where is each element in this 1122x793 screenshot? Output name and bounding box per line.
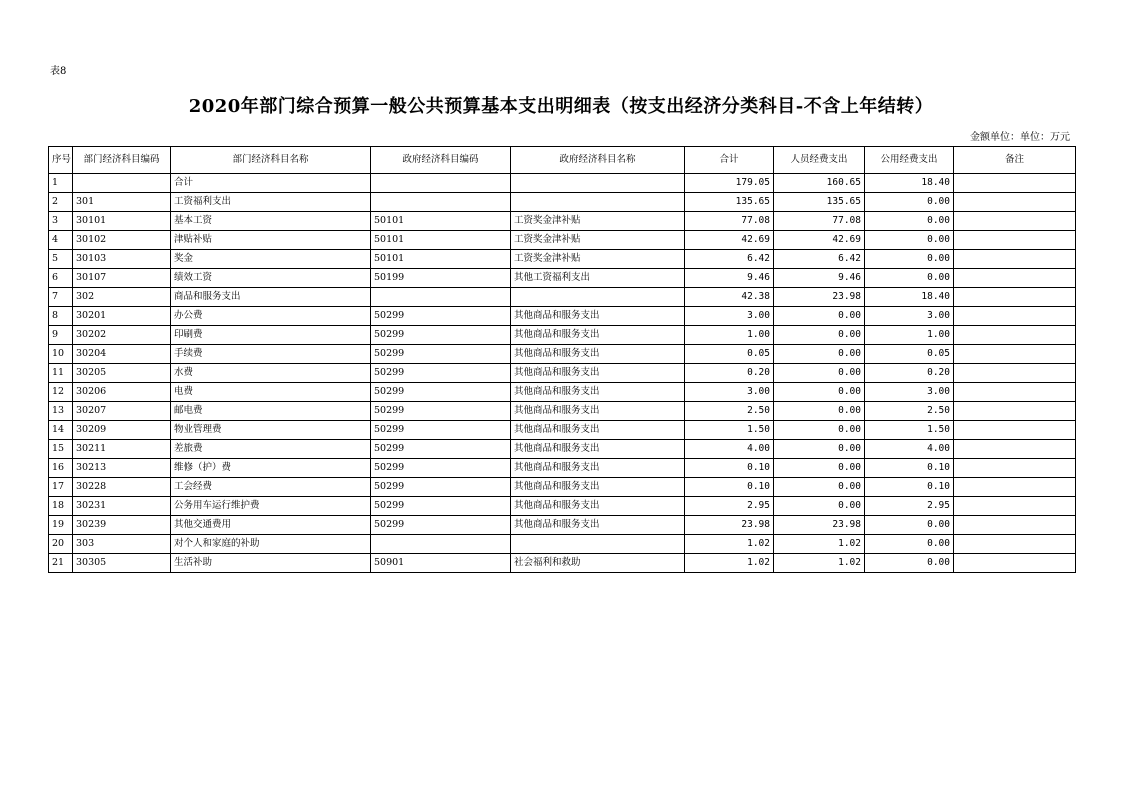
cell-dept-name: 差旅费 — [171, 440, 371, 459]
cell-seq: 5 — [49, 250, 73, 269]
cell-seq: 9 — [49, 326, 73, 345]
cell-total: 1.02 — [685, 535, 774, 554]
cell-seq: 18 — [49, 497, 73, 516]
table-row — [49, 250, 1076, 269]
table-row — [49, 326, 1076, 345]
table-row — [49, 193, 1076, 212]
cell-dept-name: 电费 — [171, 383, 371, 402]
cell-gov-name — [511, 174, 685, 193]
cell-remark — [954, 231, 1076, 250]
cell-seq: 16 — [49, 459, 73, 478]
cell-personnel: 6.42 — [774, 250, 865, 269]
table-row — [49, 535, 1076, 554]
table-row — [49, 231, 1076, 250]
cell-gov-code: 50299 — [371, 364, 511, 383]
table-row — [49, 421, 1076, 440]
cell-total: 3.00 — [685, 383, 774, 402]
cell-gov-code: 50299 — [371, 307, 511, 326]
cell-dept-name: 商品和服务支出 — [171, 288, 371, 307]
cell-remark — [954, 250, 1076, 269]
cell-public: 0.00 — [865, 193, 954, 212]
cell-gov-name — [511, 288, 685, 307]
cell-dept-name: 奖金 — [171, 250, 371, 269]
cell-seq: 10 — [49, 345, 73, 364]
table-row — [49, 554, 1076, 573]
cell-remark — [954, 212, 1076, 231]
cell-gov-name: 其他商品和服务支出 — [511, 516, 685, 535]
cell-dept-name: 生活补助 — [171, 554, 371, 573]
cell-seq: 2 — [49, 193, 73, 212]
cell-public: 0.00 — [865, 516, 954, 535]
cell-dept-name: 印刷费 — [171, 326, 371, 345]
cell-remark — [954, 345, 1076, 364]
cell-gov-code: 50901 — [371, 554, 511, 573]
header-seq: 序号 — [49, 147, 73, 174]
cell-total: 1.00 — [685, 326, 774, 345]
cell-gov-code — [371, 174, 511, 193]
cell-remark — [954, 326, 1076, 345]
cell-public: 2.95 — [865, 497, 954, 516]
cell-public: 3.00 — [865, 307, 954, 326]
cell-dept-code: 30204 — [73, 345, 171, 364]
cell-gov-name: 工资奖金津补贴 — [511, 231, 685, 250]
table-row — [49, 174, 1076, 193]
cell-personnel: 0.00 — [774, 440, 865, 459]
cell-personnel: 0.00 — [774, 497, 865, 516]
cell-public: 0.20 — [865, 364, 954, 383]
cell-remark — [954, 307, 1076, 326]
table-row — [49, 345, 1076, 364]
cell-total: 3.00 — [685, 307, 774, 326]
cell-personnel: 0.00 — [774, 421, 865, 440]
cell-public: 0.00 — [865, 231, 954, 250]
cell-seq: 8 — [49, 307, 73, 326]
cell-dept-name: 工资福利支出 — [171, 193, 371, 212]
cell-dept-code: 30101 — [73, 212, 171, 231]
cell-seq: 12 — [49, 383, 73, 402]
table-row — [49, 478, 1076, 497]
cell-gov-code — [371, 535, 511, 554]
cell-remark — [954, 193, 1076, 212]
cell-gov-code: 50299 — [371, 478, 511, 497]
cell-dept-code: 303 — [73, 535, 171, 554]
cell-seq: 13 — [49, 402, 73, 421]
cell-remark — [954, 383, 1076, 402]
cell-remark — [954, 402, 1076, 421]
cell-personnel: 1.02 — [774, 535, 865, 554]
cell-personnel: 0.00 — [774, 326, 865, 345]
cell-personnel: 0.00 — [774, 383, 865, 402]
cell-public: 4.00 — [865, 440, 954, 459]
cell-dept-code: 301 — [73, 193, 171, 212]
cell-dept-code: 30107 — [73, 269, 171, 288]
table-row — [49, 364, 1076, 383]
cell-dept-name: 办公费 — [171, 307, 371, 326]
cell-seq: 17 — [49, 478, 73, 497]
cell-remark — [954, 516, 1076, 535]
cell-dept-code: 30202 — [73, 326, 171, 345]
cell-dept-code: 30239 — [73, 516, 171, 535]
cell-total: 0.10 — [685, 478, 774, 497]
cell-personnel: 1.02 — [774, 554, 865, 573]
cell-dept-code: 30102 — [73, 231, 171, 250]
cell-dept-code — [73, 174, 171, 193]
cell-dept-name: 津贴补贴 — [171, 231, 371, 250]
cell-total: 4.00 — [685, 440, 774, 459]
cell-gov-name: 其他商品和服务支出 — [511, 364, 685, 383]
cell-gov-name: 其他商品和服务支出 — [511, 478, 685, 497]
cell-gov-name: 工资奖金津补贴 — [511, 250, 685, 269]
cell-total: 0.10 — [685, 459, 774, 478]
cell-gov-name: 其他商品和服务支出 — [511, 440, 685, 459]
table-header — [49, 147, 1076, 174]
cell-dept-name: 合计 — [171, 174, 371, 193]
cell-gov-code: 50101 — [371, 250, 511, 269]
cell-gov-name: 其他商品和服务支出 — [511, 402, 685, 421]
cell-gov-code: 50299 — [371, 459, 511, 478]
cell-dept-code: 302 — [73, 288, 171, 307]
cell-personnel: 77.08 — [774, 212, 865, 231]
cell-seq: 11 — [49, 364, 73, 383]
cell-personnel: 0.00 — [774, 345, 865, 364]
header-remark: 备注 — [954, 147, 1076, 174]
cell-gov-code — [371, 193, 511, 212]
cell-public: 2.50 — [865, 402, 954, 421]
cell-gov-code: 50101 — [371, 231, 511, 250]
cell-seq: 14 — [49, 421, 73, 440]
cell-seq: 3 — [49, 212, 73, 231]
cell-seq: 7 — [49, 288, 73, 307]
cell-dept-name: 物业管理费 — [171, 421, 371, 440]
table-body — [49, 174, 1076, 573]
cell-gov-name — [511, 193, 685, 212]
cell-dept-code: 30201 — [73, 307, 171, 326]
cell-personnel: 0.00 — [774, 459, 865, 478]
cell-public: 0.00 — [865, 269, 954, 288]
cell-total: 77.08 — [685, 212, 774, 231]
cell-gov-code: 50299 — [371, 516, 511, 535]
cell-dept-code: 30305 — [73, 554, 171, 573]
cell-gov-code: 50299 — [371, 497, 511, 516]
cell-public: 0.05 — [865, 345, 954, 364]
cell-gov-name: 其他工资福利支出 — [511, 269, 685, 288]
header-row — [49, 147, 1076, 174]
table-row — [49, 307, 1076, 326]
cell-personnel: 42.69 — [774, 231, 865, 250]
cell-gov-name: 其他商品和服务支出 — [511, 326, 685, 345]
table-row — [49, 459, 1076, 478]
cell-gov-name: 其他商品和服务支出 — [511, 345, 685, 364]
cell-gov-code: 50299 — [371, 326, 511, 345]
cell-personnel: 9.46 — [774, 269, 865, 288]
cell-personnel: 23.98 — [774, 288, 865, 307]
cell-dept-name: 基本工资 — [171, 212, 371, 231]
cell-dept-code: 30207 — [73, 402, 171, 421]
cell-public: 1.00 — [865, 326, 954, 345]
header-total: 合计 — [685, 147, 774, 174]
cell-seq: 19 — [49, 516, 73, 535]
cell-gov-code: 50299 — [371, 440, 511, 459]
cell-remark — [954, 440, 1076, 459]
cell-gov-name: 其他商品和服务支出 — [511, 383, 685, 402]
header-dept-code: 部门经济科目编码 — [73, 147, 171, 174]
table-row — [49, 269, 1076, 288]
header-gov-name: 政府经济科目名称 — [511, 147, 685, 174]
cell-dept-name: 邮电费 — [171, 402, 371, 421]
cell-seq: 6 — [49, 269, 73, 288]
cell-remark — [954, 459, 1076, 478]
table-row — [49, 402, 1076, 421]
cell-gov-name — [511, 535, 685, 554]
cell-total: 0.20 — [685, 364, 774, 383]
cell-gov-name: 工资奖金津补贴 — [511, 212, 685, 231]
table-row — [49, 497, 1076, 516]
cell-remark — [954, 364, 1076, 383]
cell-dept-name: 维修（护）费 — [171, 459, 371, 478]
cell-personnel: 23.98 — [774, 516, 865, 535]
cell-seq: 15 — [49, 440, 73, 459]
cell-remark — [954, 174, 1076, 193]
cell-remark — [954, 421, 1076, 440]
cell-gov-code: 50299 — [371, 402, 511, 421]
cell-seq: 21 — [49, 554, 73, 573]
cell-gov-code: 50299 — [371, 421, 511, 440]
table-number-label: 表8 — [50, 66, 67, 77]
cell-total: 135.65 — [685, 193, 774, 212]
cell-dept-name: 工会经费 — [171, 478, 371, 497]
cell-dept-name: 手续费 — [171, 345, 371, 364]
cell-public: 0.00 — [865, 535, 954, 554]
cell-gov-code — [371, 288, 511, 307]
header-personnel: 人员经费支出 — [774, 147, 865, 174]
cell-gov-name: 其他商品和服务支出 — [511, 421, 685, 440]
cell-dept-name: 公务用车运行维护费 — [171, 497, 371, 516]
cell-dept-code: 30209 — [73, 421, 171, 440]
table-row — [49, 212, 1076, 231]
cell-total: 2.95 — [685, 497, 774, 516]
cell-personnel: 0.00 — [774, 364, 865, 383]
cell-dept-code: 30211 — [73, 440, 171, 459]
cell-dept-name: 水费 — [171, 364, 371, 383]
cell-remark — [954, 269, 1076, 288]
cell-remark — [954, 497, 1076, 516]
cell-dept-name: 其他交通费用 — [171, 516, 371, 535]
header-dept-name: 部门经济科目名称 — [171, 147, 371, 174]
cell-public: 18.40 — [865, 288, 954, 307]
cell-total: 9.46 — [685, 269, 774, 288]
cell-public: 18.40 — [865, 174, 954, 193]
cell-gov-name: 社会福利和救助 — [511, 554, 685, 573]
cell-total: 6.42 — [685, 250, 774, 269]
cell-gov-name: 其他商品和服务支出 — [511, 459, 685, 478]
cell-dept-code: 30103 — [73, 250, 171, 269]
cell-total: 42.69 — [685, 231, 774, 250]
cell-seq: 1 — [49, 174, 73, 193]
cell-personnel: 0.00 — [774, 402, 865, 421]
cell-remark — [954, 535, 1076, 554]
cell-public: 0.00 — [865, 212, 954, 231]
cell-public: 3.00 — [865, 383, 954, 402]
cell-dept-code: 30205 — [73, 364, 171, 383]
cell-total: 0.05 — [685, 345, 774, 364]
cell-total: 23.98 — [685, 516, 774, 535]
cell-dept-code: 30231 — [73, 497, 171, 516]
cell-public: 0.10 — [865, 459, 954, 478]
cell-total: 179.05 — [685, 174, 774, 193]
cell-dept-code: 30206 — [73, 383, 171, 402]
table-row — [49, 516, 1076, 535]
table-row — [49, 440, 1076, 459]
cell-public: 0.10 — [865, 478, 954, 497]
cell-dept-code: 30213 — [73, 459, 171, 478]
cell-remark — [954, 478, 1076, 497]
cell-personnel: 160.65 — [774, 174, 865, 193]
cell-dept-name: 对个人和家庭的补助 — [171, 535, 371, 554]
cell-seq: 4 — [49, 231, 73, 250]
cell-personnel: 0.00 — [774, 307, 865, 326]
cell-dept-code: 30228 — [73, 478, 171, 497]
cell-public: 0.00 — [865, 250, 954, 269]
header-gov-code: 政府经济科目编码 — [371, 147, 511, 174]
page-title: 2020年部门综合预算一般公共预算基本支出明细表（按支出经济分类科目-不含上年结转） — [188, 96, 934, 117]
cell-gov-code: 50299 — [371, 383, 511, 402]
cell-gov-name: 其他商品和服务支出 — [511, 307, 685, 326]
cell-gov-name: 其他商品和服务支出 — [511, 497, 685, 516]
cell-total: 2.50 — [685, 402, 774, 421]
cell-total: 1.02 — [685, 554, 774, 573]
cell-remark — [954, 554, 1076, 573]
cell-gov-code: 50101 — [371, 212, 511, 231]
header-public: 公用经费支出 — [865, 147, 954, 174]
cell-total: 1.50 — [685, 421, 774, 440]
cell-seq: 20 — [49, 535, 73, 554]
cell-public: 1.50 — [865, 421, 954, 440]
table-row — [49, 288, 1076, 307]
cell-personnel: 135.65 — [774, 193, 865, 212]
cell-total: 42.38 — [685, 288, 774, 307]
amount-unit-note: 金额单位：单位：万元 — [970, 132, 1070, 143]
cell-gov-code: 50299 — [371, 345, 511, 364]
budget-detail-table — [48, 146, 1076, 573]
table-row — [49, 383, 1076, 402]
cell-remark — [954, 288, 1076, 307]
cell-gov-code: 50199 — [371, 269, 511, 288]
cell-personnel: 0.00 — [774, 478, 865, 497]
cell-dept-name: 绩效工资 — [171, 269, 371, 288]
cell-public: 0.00 — [865, 554, 954, 573]
